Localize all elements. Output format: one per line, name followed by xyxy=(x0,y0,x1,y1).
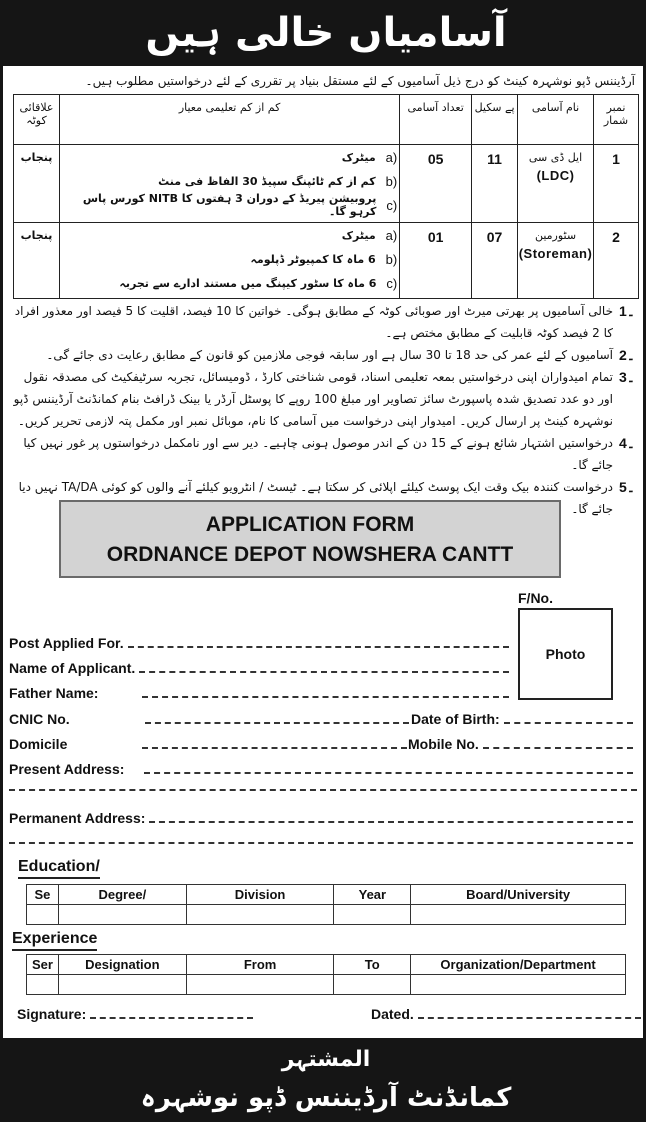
post-name-english: (LDC) xyxy=(536,168,575,183)
term-item: 3۔ تمام امیدواران اپنی درخواستیں بمعہ تعلیمی اسناد، قومی شناختی کارڈ ، ڈومیسائل، تجربہ سرٹیفکیٹ کی مصدقہ نقول اور دو عدد تصدیق شدہ پاسپورٹ سائز تصاویر اور مبلغ 100 روپے کا پوسٹل آرڈر یا بینک ڈرافٹ بنام کمانڈنٹ آرڈیننس ڈپو نوشہرہ کینٹ پر ارسال کریں۔ امیدوار اپنی درخواست میں آسامی کا نام، موبائل نمبر اور مکمل پتہ لازمی تحریر کریں۔ xyxy=(13,369,635,428)
criteria-line: b) کم از کم ٹائپنگ سپیڈ 30 الفاظ فی منٹ xyxy=(158,173,398,189)
serial-value: 1 xyxy=(612,151,620,167)
criteria-line: a) میٹرک xyxy=(341,227,398,243)
exp-header-designation: Designation xyxy=(58,955,186,975)
permanent-address-line[interactable] xyxy=(149,815,633,823)
present-address-continuation[interactable] xyxy=(9,783,637,791)
count-value: 05 xyxy=(427,151,444,167)
criteria-line: c) 6 ماہ کا سٹور کیپنگ میں مستند ادارے سے تجربہ xyxy=(119,275,398,291)
edu-year-cell[interactable] xyxy=(334,905,411,925)
title-banner: آسامیاں خالی ہیں xyxy=(3,0,646,66)
exp-header-to: To xyxy=(334,955,411,975)
domicile-field[interactable]: Domicile xyxy=(9,736,407,752)
exp-header-serial: Ser xyxy=(27,955,59,975)
permanent-address-continuation[interactable] xyxy=(9,836,633,844)
education-header-row xyxy=(27,885,626,905)
advertiser-banner xyxy=(3,1038,646,1122)
edu-board-cell[interactable] xyxy=(411,905,626,925)
domicile-line[interactable] xyxy=(142,741,407,749)
dated-field[interactable]: Dated. xyxy=(371,1006,641,1022)
table-row xyxy=(14,223,639,299)
advertiser-label: المشتہر xyxy=(281,1047,371,1072)
present-address-line-2[interactable] xyxy=(9,783,637,791)
post-name-urdu: سٹورمین xyxy=(534,229,577,242)
form-subtitle: ORDNANCE DEPOT NOWSHERA CANTT xyxy=(106,543,514,566)
edu-header-degree: Degree/ xyxy=(58,885,186,905)
experience-table xyxy=(26,954,626,995)
dob-line[interactable] xyxy=(504,716,633,724)
post-name-english: (Storeman) xyxy=(518,246,593,261)
exp-header-from: From xyxy=(186,955,334,975)
father-name-line[interactable] xyxy=(142,690,509,698)
header-count: تعداد آسامی xyxy=(400,95,472,145)
posts-table xyxy=(13,94,639,299)
mobile-field[interactable]: Mobile No. xyxy=(408,736,633,752)
experience-title: Experience xyxy=(12,930,97,951)
header-quota: علاقائی کوٹہ xyxy=(14,95,60,145)
posts-table-header xyxy=(14,95,639,145)
form-title: APPLICATION FORM xyxy=(205,513,415,536)
criteria-line: c) پروبیشن پیریڈ کے دوران 3 ہفتوں کا NITB کورس پاس کرہو گا۔ xyxy=(82,192,398,218)
table-row xyxy=(14,145,639,223)
form-title-box xyxy=(59,500,561,578)
photo-label: Photo xyxy=(545,646,586,662)
mobile-line[interactable] xyxy=(483,741,633,749)
present-address-line[interactable] xyxy=(144,766,633,774)
present-address-field[interactable]: Present Address: xyxy=(9,761,633,777)
permanent-address-field[interactable]: Permanent Address: xyxy=(9,810,633,826)
education-table xyxy=(26,884,626,925)
father-name-field[interactable]: Father Name: xyxy=(9,685,509,701)
exp-serial-cell[interactable] xyxy=(27,975,59,995)
edu-header-year: Year xyxy=(334,885,411,905)
dated-line[interactable] xyxy=(418,1011,641,1019)
post-name-urdu: ایل ڈی سی xyxy=(528,151,583,164)
term-item: 4۔ درخواستیں اشتہار شائع ہونے کے 15 دن کے اندر موصول ہونی چاہیے۔ دیر سے اور نامکمل درخواستوں پر غور نہیں کیا جائے گا۔ xyxy=(23,435,635,472)
terms-list xyxy=(11,300,635,520)
term-item: 5۔ درخواست کنندہ بیک وقت ایک پوسٹ کیلئے اپلائی کر سکتا ہے۔ ٹیسٹ / انٹرویو کیلئے آنے والوں کو کوئی TA/DA نہیں دیا جائے گا۔ xyxy=(18,479,635,516)
header-scale: پے سکیل xyxy=(472,95,518,145)
applicant-name-line[interactable] xyxy=(139,665,509,673)
quota-value: پنجاب xyxy=(20,151,53,164)
education-input-row[interactable] xyxy=(27,905,626,925)
count-value: 01 xyxy=(427,229,444,245)
edu-header-board: Board/University xyxy=(411,885,626,905)
edu-header-serial: Se xyxy=(27,885,59,905)
header-name: نام آسامی xyxy=(518,95,594,145)
post-applied-line[interactable] xyxy=(128,640,509,648)
applicant-name-field[interactable]: Name of Applicant. xyxy=(9,660,509,676)
education-title: Education/ xyxy=(18,858,100,879)
criteria-line: b) 6 ماہ کا کمپیوٹر ڈپلومہ xyxy=(250,251,398,267)
scale-value: 07 xyxy=(486,229,503,245)
exp-designation-cell[interactable] xyxy=(58,975,186,995)
edu-degree-cell[interactable] xyxy=(58,905,186,925)
edu-serial-cell[interactable] xyxy=(27,905,59,925)
signature-field[interactable]: Signature: xyxy=(17,1006,253,1022)
intro-text: آرڈیننس ڈپو نوشہرہ کینٹ کو درج ذیل آسامیوں کے لئے مستقل بنیاد پر تقرری کے لئے درخواستیں مطلوب ہیں۔ xyxy=(85,74,635,88)
edu-division-cell[interactable] xyxy=(186,905,334,925)
experience-header-row xyxy=(27,955,626,975)
exp-header-organization: Organization/Department xyxy=(411,955,626,975)
dob-field[interactable]: Date of Birth: xyxy=(411,711,633,727)
exp-organization-cell[interactable] xyxy=(411,975,626,995)
criteria-cell xyxy=(59,145,399,223)
post-applied-field[interactable]: Post Applied For. xyxy=(9,635,509,651)
term-item: 1۔ خالی آسامیوں پر بھرتی میرٹ اور صوبائی کوٹہ کے مطابق ہوگی۔ خواتین کا 10 فیصد، اقلیت کا 5 فیصد اور معذور افراد کا 2 فیصد کوٹہ قابلیت کے مطابق مختص ہے۔ xyxy=(14,303,635,340)
cnic-line[interactable] xyxy=(145,716,409,724)
header-serial: نمبر شمار xyxy=(594,95,639,145)
serial-value: 2 xyxy=(612,229,620,245)
permanent-address-line-2[interactable] xyxy=(9,836,633,844)
file-number-label: F/No. xyxy=(518,590,553,606)
photo-box[interactable] xyxy=(518,608,613,700)
advertiser-name: کمانڈنٹ آرڈیننس ڈپو نوشہرہ xyxy=(140,1083,512,1113)
exp-to-cell[interactable] xyxy=(334,975,411,995)
term-item: 2۔ آسامیوں کے لئے عمر کی حد 18 تا 30 سال ہے اور سابقہ فوجی ملازمین کو قانون کے مطابق رعایت دی جائے گی۔ xyxy=(46,347,635,363)
signature-line[interactable] xyxy=(90,1011,253,1019)
exp-from-cell[interactable] xyxy=(186,975,334,995)
criteria-cell xyxy=(59,223,399,299)
criteria-line: a) میٹرک xyxy=(341,149,398,165)
scale-value: 11 xyxy=(487,151,502,167)
cnic-field[interactable]: CNIC No. xyxy=(9,711,409,727)
edu-header-division: Division xyxy=(186,885,334,905)
experience-input-row[interactable] xyxy=(27,975,626,995)
header-criteria: کم از کم تعلیمی معیار xyxy=(59,95,399,145)
quota-value: پنجاب xyxy=(20,229,53,242)
